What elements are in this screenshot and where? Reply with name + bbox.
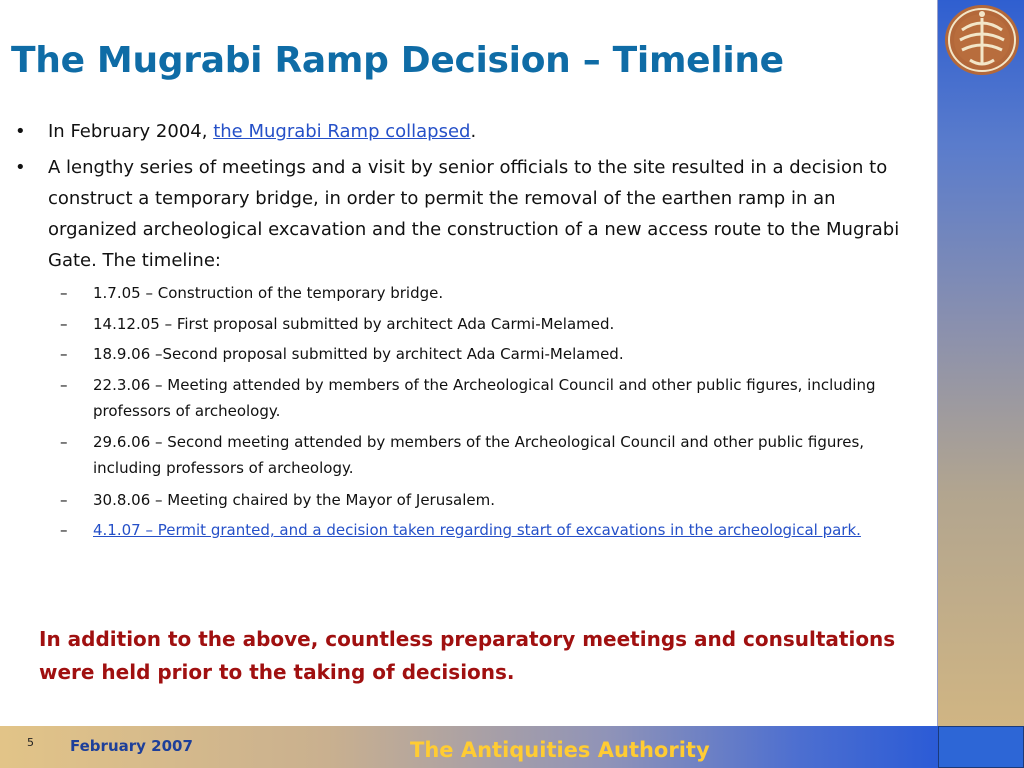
bullet-text: . <box>470 121 477 142</box>
bullet-text: In February 2004, <box>48 121 214 142</box>
timeline-text: 1.7.05 – Construction of the temporary bridge. <box>93 284 444 302</box>
collapse-link[interactable]: the Mugrabi Ramp collapsed <box>213 121 471 142</box>
timeline-item <box>93 280 923 306</box>
antiquities-authority-logo-icon <box>942 2 1022 78</box>
timeline-item <box>93 429 923 481</box>
bullet-item <box>48 116 918 147</box>
timeline-text: 30.8.06 – Meeting chaired by the Mayor of Jerusalem. <box>93 491 496 509</box>
slide-number: 5 <box>27 736 34 749</box>
footer-corner-box <box>938 726 1024 768</box>
timeline-item <box>93 517 923 543</box>
timeline-text: 18.9.06 –Second proposal submitted by architect Ada Carmi-Melamed. <box>93 345 624 363</box>
timeline-text: 29.6.06 – Second meeting attended by members of the Archeological Council and other public figures, including professors of archeology. <box>93 433 865 477</box>
permit-link[interactable]: 4.1.07 – Permit granted, and a decision taken regarding start of excavations in the archeological park. <box>93 521 861 539</box>
timeline-item <box>93 487 923 513</box>
timeline-item <box>93 341 923 367</box>
bullet-item <box>48 152 918 276</box>
closing-statement: In addition to the above, countless preparatory meetings and consultations were held prior to the taking of decisions. <box>39 627 896 684</box>
footer-date: February 2007 <box>70 737 193 755</box>
divider <box>937 0 938 768</box>
side-gradient-bar <box>938 0 1024 726</box>
timeline-text: 14.12.05 – First proposal submitted by architect Ada Carmi-Melamed. <box>93 315 615 333</box>
page-title: The Mugrabi Ramp Decision – Timeline <box>11 40 784 81</box>
footer-organization: The Antiquities Authority <box>410 738 710 762</box>
timeline-item <box>93 372 923 424</box>
bullet-text: A lengthy series of meetings and a visit by senior officials to the site resulted in a decision to construct a temporary bridge, in order to permit the removal of the earthen ramp in an organized archeological excavation and the construction of a new access route to the Mugrabi Gate. The timeline: <box>48 157 900 271</box>
timeline-item <box>93 311 923 337</box>
timeline-text: 22.3.06 – Meeting attended by members of the Archeological Council and other public figures, including professors of archeology. <box>93 376 876 420</box>
